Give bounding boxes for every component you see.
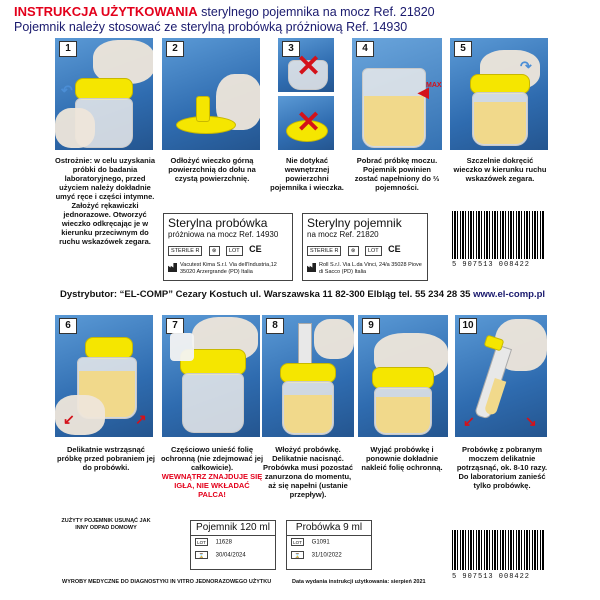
container-manufacturer: Roll S.r.l. Via L.da Vinci, 24/a 35028 Piove di Sacco (PD) Italia bbox=[307, 262, 423, 275]
step-10-caption: Probówkę z pobranym moczem delikatnie potrząsnąć, ok. 8-10 razy. Do laboratorium zanieść tylko probówkę. bbox=[456, 445, 548, 490]
step-6-image bbox=[55, 315, 153, 437]
expiry-hourglass-icon: ⌛ bbox=[291, 551, 304, 559]
tube-expiry-date: 31/10/2022 bbox=[311, 552, 342, 559]
barcode-top-number: 5 907513 008422 bbox=[452, 261, 531, 269]
step-2-number: 2 bbox=[166, 41, 184, 57]
lot-icon: LOT bbox=[365, 246, 382, 256]
max-label: MAX bbox=[426, 82, 442, 89]
sterile-icon: STERILE R bbox=[168, 246, 202, 256]
step-2-caption: Odłożyć wieczko górną powierzchnią do dołu na czystą powierzchnię. bbox=[168, 156, 256, 183]
do-not-reuse-icon: ⊗ bbox=[348, 246, 359, 256]
lot-icon: LOT bbox=[195, 538, 208, 546]
distributor-line bbox=[60, 289, 545, 300]
step-10-image bbox=[455, 315, 547, 437]
tube-manufacturer: Vacutest Kima S.r.l. Via dell'Industria,12 35020 Arzergrande (PD) Italia bbox=[168, 262, 288, 275]
needle-warning: WEWNĄTRZ ZNAJDUJE SIĘ IGŁA, NIE WKŁADAĆ PALCA! bbox=[161, 472, 263, 499]
footer-issue-date: Data wydania instrukcji użytkowania: sierpień 2021 bbox=[292, 579, 426, 585]
shake-arrow-icon: ↘ bbox=[525, 413, 537, 429]
step-7-image bbox=[162, 315, 260, 437]
barcode-bottom bbox=[452, 530, 544, 570]
prohibited-x-icon: ✕ bbox=[296, 106, 322, 139]
lid bbox=[75, 78, 133, 100]
step-1-image bbox=[55, 38, 153, 150]
step-3-number: 3 bbox=[282, 41, 300, 57]
instruction-line2: Pojemnik należy stosować ze sterylną probówką próżniową Ref. 14930 bbox=[14, 20, 408, 34]
step-3-image-b bbox=[278, 96, 334, 150]
step-7-caption: Częściowo unieść folię ochronną (nie zdejmować jej całkowicie). WEWNĄTRZ ZNAJDUJE SIĘ IGŁA, NIE WKŁADAĆ PALCA! bbox=[160, 445, 264, 499]
barcode-top bbox=[452, 211, 544, 259]
step-3-caption: Nie dotykać wewnętrznej powierzchni pojemnika i wieczka. bbox=[270, 156, 344, 192]
step-5-image bbox=[450, 38, 548, 150]
footer-ivd-note: WYROBY MEDYCZNE DO DIAGNOSTYKI IN VITRO JEDNORAZOWEGO UŻYTKU bbox=[62, 579, 272, 585]
step-9-caption: Wyjąć probówkę i ponownie dokładnie nakleić folię ochronną. bbox=[361, 445, 443, 472]
step-7-number: 7 bbox=[166, 318, 184, 334]
container-label bbox=[302, 213, 428, 281]
step-3-image-a bbox=[278, 38, 334, 92]
tube-product-title: Probówka 9 ml bbox=[287, 521, 371, 536]
tube-label-subtitle: próżniowa na mocz Ref. 14930 bbox=[168, 230, 279, 239]
shake-arrow-icon: ↙ bbox=[463, 413, 475, 429]
instruction-title: INSTRUKCJA UŻYTKOWANIA bbox=[14, 4, 198, 19]
container-product-box bbox=[190, 520, 276, 570]
tube-label bbox=[163, 213, 293, 281]
step-4-image bbox=[352, 38, 442, 150]
ce-mark: CE bbox=[388, 243, 401, 254]
do-not-reuse-icon: ⊗ bbox=[209, 246, 220, 256]
ce-mark: CE bbox=[249, 243, 262, 254]
sterile-icon: STERILE R bbox=[307, 246, 341, 256]
step-5-caption: Szczelnie dokręcić wieczko w kierunku ruchu wskazówek zegara. bbox=[453, 156, 547, 183]
rotate-arrow-icon: ↶ bbox=[61, 82, 73, 98]
expiry-hourglass-icon: ⌛ bbox=[195, 551, 208, 559]
instruction-subtitle: sterylnego pojemnika na mocz Ref. 21820 bbox=[201, 5, 435, 19]
step-5-number: 5 bbox=[454, 41, 472, 57]
disposal-note: ZUŻYTY POJEMNIK USUNĄĆ JAK INNY ODPAD DOMOWY bbox=[61, 518, 151, 531]
container-lot-number: 11628 bbox=[215, 539, 232, 546]
step-8-number: 8 bbox=[266, 318, 284, 334]
tube-label-title: Sterylna probówka bbox=[168, 216, 268, 230]
container-product-title: Pojemnik 120 ml bbox=[191, 521, 275, 536]
lot-icon: LOT bbox=[226, 246, 243, 256]
container-label-title: Sterylny pojemnik bbox=[307, 216, 402, 230]
shake-arrow-icon: ↙ bbox=[63, 411, 75, 427]
step-2-image bbox=[162, 38, 260, 150]
container-label-subtitle: na mocz Ref. 21820 bbox=[307, 230, 379, 239]
step-9-image bbox=[358, 315, 448, 437]
shake-arrow-icon: ↗ bbox=[135, 411, 147, 427]
lot-icon: LOT bbox=[291, 538, 304, 546]
step-8-image bbox=[262, 315, 354, 437]
container-expiry-date: 30/04/2024 bbox=[215, 552, 246, 559]
step-8-caption: Włożyć probówkę. Delikatnie nacisnąć. Probówka musi pozostać zanurzona do momentu, aż się napełni (ustanie przepływ). bbox=[262, 445, 354, 499]
step-4-number: 4 bbox=[356, 41, 374, 57]
header bbox=[14, 4, 594, 35]
prohibited-x-icon: ✕ bbox=[296, 50, 322, 83]
barcode-bottom-number: 5 907513 008422 bbox=[452, 573, 531, 581]
step-9-number: 9 bbox=[362, 318, 380, 334]
step-1-number: 1 bbox=[59, 41, 77, 57]
tube-lot-number: G1091 bbox=[311, 539, 330, 546]
tube-product-box bbox=[286, 520, 372, 570]
step-6-caption: Delikatnie wstrząsnąć próbkę przed pobraniem jej do probówki. bbox=[57, 445, 155, 472]
step-1-caption: Ostrożnie: w celu uzyskania próbki do badania laboratoryjnego, przed użyciem należy dokładnie umyć ręce i części intymne. Założyć rękawiczki jednorazowe. Otworzyć wieczko odkręcając je w kierunku przeciwnym do ruchu wskazówek zegara. bbox=[54, 156, 156, 246]
step-10-number: 10 bbox=[459, 318, 477, 334]
distributor-text: Dystrybutor: “EL-COMP” Cezary Kostuch ul. Warszawska 11 82-300 Elbląg tel. 55 234 28 35 bbox=[60, 289, 471, 300]
step-6-number: 6 bbox=[59, 318, 77, 334]
max-level-arrow-icon: ◀ bbox=[418, 84, 429, 100]
step-4-caption: Pobrać próbkę moczu. Pojemnik powinien zostać napełniony do ⅔ pojemności. bbox=[354, 156, 440, 192]
distributor-website-link[interactable]: www.el-comp.pl bbox=[473, 289, 546, 300]
rotate-arrow-icon: ↷ bbox=[520, 58, 532, 74]
